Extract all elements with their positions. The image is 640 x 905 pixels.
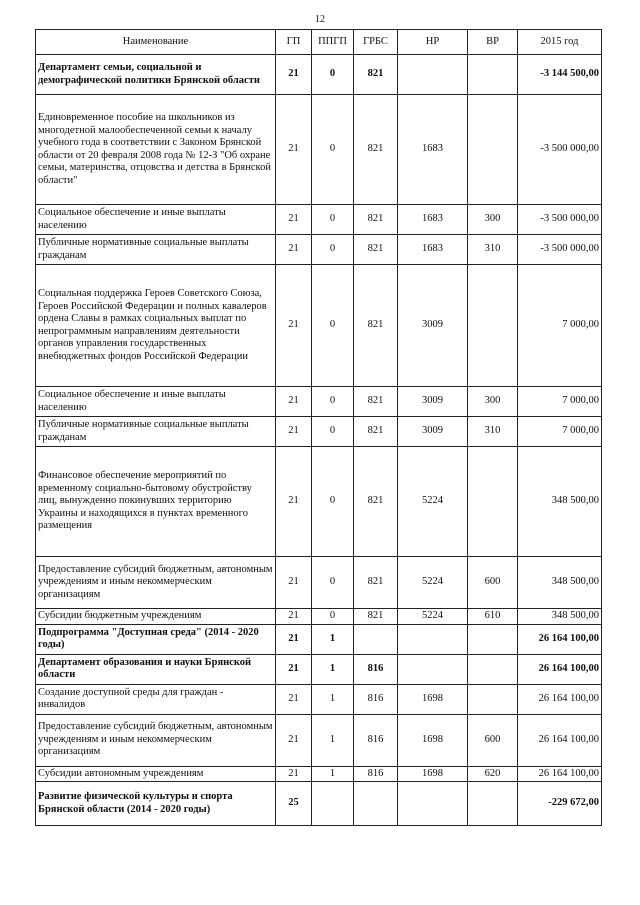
cell-nr: 3009 bbox=[398, 417, 468, 447]
cell-name: Социальное обеспечение и иные выплаты населению bbox=[36, 387, 276, 417]
table-row bbox=[36, 684, 602, 714]
cell-gp: 21 bbox=[276, 235, 312, 265]
table-row bbox=[36, 55, 602, 95]
cell-amount: 348 500,00 bbox=[518, 557, 602, 609]
header-vr: ВР bbox=[468, 30, 518, 55]
cell-gp: 21 bbox=[276, 684, 312, 714]
cell-nr bbox=[398, 624, 468, 654]
cell-grbs: 821 bbox=[354, 387, 398, 417]
cell-amount: 7 000,00 bbox=[518, 387, 602, 417]
cell-ppgp bbox=[312, 782, 354, 826]
cell-vr bbox=[468, 684, 518, 714]
cell-vr bbox=[468, 447, 518, 557]
cell-ppgp: 0 bbox=[312, 447, 354, 557]
cell-grbs: 821 bbox=[354, 417, 398, 447]
table-row bbox=[36, 714, 602, 766]
cell-nr: 1698 bbox=[398, 684, 468, 714]
cell-amount: 26 164 100,00 bbox=[518, 766, 602, 782]
cell-gp: 25 bbox=[276, 782, 312, 826]
cell-grbs: 821 bbox=[354, 557, 398, 609]
cell-grbs: 816 bbox=[354, 684, 398, 714]
cell-grbs: 821 bbox=[354, 235, 398, 265]
cell-ppgp: 0 bbox=[312, 205, 354, 235]
cell-name: Публичные нормативные социальные выплаты гражданам bbox=[36, 417, 276, 447]
cell-gp: 21 bbox=[276, 417, 312, 447]
cell-name: Публичные нормативные социальные выплаты гражданам bbox=[36, 235, 276, 265]
cell-ppgp: 1 bbox=[312, 624, 354, 654]
cell-nr: 1683 bbox=[398, 95, 468, 205]
cell-nr: 3009 bbox=[398, 387, 468, 417]
cell-vr bbox=[468, 55, 518, 95]
cell-amount: 26 164 100,00 bbox=[518, 714, 602, 766]
cell-gp: 21 bbox=[276, 447, 312, 557]
table-row bbox=[36, 417, 602, 447]
cell-gp: 21 bbox=[276, 624, 312, 654]
budget-table bbox=[35, 29, 602, 826]
header-name: Наименование bbox=[36, 30, 276, 55]
cell-vr bbox=[468, 654, 518, 684]
cell-vr bbox=[468, 624, 518, 654]
cell-ppgp: 0 bbox=[312, 417, 354, 447]
cell-ppgp: 1 bbox=[312, 714, 354, 766]
cell-amount: 26 164 100,00 bbox=[518, 654, 602, 684]
cell-nr bbox=[398, 782, 468, 826]
cell-ppgp: 0 bbox=[312, 557, 354, 609]
cell-grbs: 821 bbox=[354, 447, 398, 557]
table-row bbox=[36, 654, 602, 684]
cell-nr: 5224 bbox=[398, 609, 468, 625]
cell-name: Создание доступной среды для граждан - инвалидов bbox=[36, 684, 276, 714]
cell-gp: 21 bbox=[276, 557, 312, 609]
cell-vr: 610 bbox=[468, 609, 518, 625]
cell-amount: 7 000,00 bbox=[518, 417, 602, 447]
cell-amount: 26 164 100,00 bbox=[518, 684, 602, 714]
cell-vr bbox=[468, 782, 518, 826]
cell-name: Финансовое обеспечение мероприятий по временному социально-бытовому обустройству лиц, вынужденно покинувших территорию Украины и находящихся в пунктах временного размещения bbox=[36, 447, 276, 557]
cell-nr: 1698 bbox=[398, 714, 468, 766]
cell-grbs: 821 bbox=[354, 609, 398, 625]
cell-vr: 300 bbox=[468, 205, 518, 235]
cell-nr bbox=[398, 654, 468, 684]
cell-gp: 21 bbox=[276, 387, 312, 417]
header-ppgp: ППГП bbox=[312, 30, 354, 55]
cell-grbs: 816 bbox=[354, 654, 398, 684]
cell-vr: 310 bbox=[468, 235, 518, 265]
cell-gp: 21 bbox=[276, 55, 312, 95]
cell-nr: 1683 bbox=[398, 205, 468, 235]
table-row bbox=[36, 624, 602, 654]
header-row bbox=[36, 30, 602, 55]
cell-ppgp: 0 bbox=[312, 387, 354, 417]
cell-grbs bbox=[354, 782, 398, 826]
cell-name: Департамент образования и науки Брянской области bbox=[36, 654, 276, 684]
table-row bbox=[36, 782, 602, 826]
cell-ppgp: 0 bbox=[312, 265, 354, 387]
cell-amount: -3 144 500,00 bbox=[518, 55, 602, 95]
cell-ppgp: 1 bbox=[312, 766, 354, 782]
cell-nr: 5224 bbox=[398, 557, 468, 609]
cell-name: Предоставление субсидий бюджетным, автономным учреждениям и иным некоммерческим организациям bbox=[36, 557, 276, 609]
cell-gp: 21 bbox=[276, 609, 312, 625]
cell-name: Подпрограмма "Доступная среда" (2014 - 2020 годы) bbox=[36, 624, 276, 654]
cell-gp: 21 bbox=[276, 766, 312, 782]
table-row bbox=[36, 609, 602, 625]
cell-amount: -3 500 000,00 bbox=[518, 235, 602, 265]
cell-ppgp: 1 bbox=[312, 684, 354, 714]
table-row bbox=[36, 387, 602, 417]
table-row bbox=[36, 265, 602, 387]
cell-nr: 1698 bbox=[398, 766, 468, 782]
cell-gp: 21 bbox=[276, 205, 312, 235]
table-row bbox=[36, 447, 602, 557]
cell-amount: -3 500 000,00 bbox=[518, 205, 602, 235]
cell-ppgp: 0 bbox=[312, 609, 354, 625]
cell-name: Субсидии автономным учреждениям bbox=[36, 766, 276, 782]
cell-nr bbox=[398, 55, 468, 95]
cell-amount: 348 500,00 bbox=[518, 609, 602, 625]
cell-ppgp: 0 bbox=[312, 95, 354, 205]
cell-name: Социальное обеспечение и иные выплаты населению bbox=[36, 205, 276, 235]
cell-grbs: 821 bbox=[354, 95, 398, 205]
header-grbs: ГРБС bbox=[354, 30, 398, 55]
cell-ppgp: 0 bbox=[312, 55, 354, 95]
header-gp: ГП bbox=[276, 30, 312, 55]
cell-amount: 348 500,00 bbox=[518, 447, 602, 557]
cell-vr: 600 bbox=[468, 557, 518, 609]
table-row bbox=[36, 557, 602, 609]
cell-gp: 21 bbox=[276, 95, 312, 205]
cell-grbs: 816 bbox=[354, 766, 398, 782]
header-amount: 2015 год bbox=[518, 30, 602, 55]
cell-amount: -3 500 000,00 bbox=[518, 95, 602, 205]
header-nr: НР bbox=[398, 30, 468, 55]
cell-gp: 21 bbox=[276, 714, 312, 766]
cell-name: Единовременное пособие на школьников из многодетной малообеспеченной семьи к началу учебного года в соответствии с Законом Брянской области от 20 февраля 2008 года № 12-З "Об охране семьи, материнства, отцовства и детства в Брянской области" bbox=[36, 95, 276, 205]
table-row bbox=[36, 95, 602, 205]
cell-nr: 5224 bbox=[398, 447, 468, 557]
cell-gp: 21 bbox=[276, 265, 312, 387]
cell-name: Развитие физической культуры и спорта Брянской области (2014 - 2020 годы) bbox=[36, 782, 276, 826]
cell-grbs: 816 bbox=[354, 714, 398, 766]
table-row bbox=[36, 205, 602, 235]
cell-nr: 1683 bbox=[398, 235, 468, 265]
cell-name: Предоставление субсидий бюджетным, автономным учреждениям и иным некоммерческим организациям bbox=[36, 714, 276, 766]
cell-amount: 26 164 100,00 bbox=[518, 624, 602, 654]
cell-vr: 300 bbox=[468, 387, 518, 417]
cell-grbs bbox=[354, 624, 398, 654]
cell-vr: 620 bbox=[468, 766, 518, 782]
table-row bbox=[36, 766, 602, 782]
cell-ppgp: 0 bbox=[312, 235, 354, 265]
cell-name: Социальная поддержка Героев Советского Союза, Героев Российской Федерации и полных кавалеров ордена Славы в рамках социальных выплат по непрограммным направлениям деятельности органов управления государственных внебюджетных фондов Российской Федерации bbox=[36, 265, 276, 387]
cell-grbs: 821 bbox=[354, 265, 398, 387]
cell-vr: 600 bbox=[468, 714, 518, 766]
cell-grbs: 821 bbox=[354, 205, 398, 235]
cell-vr bbox=[468, 95, 518, 205]
cell-ppgp: 1 bbox=[312, 654, 354, 684]
cell-name: Субсидии бюджетным учреждениям bbox=[36, 609, 276, 625]
cell-name: Департамент семьи, социальной и демографической политики Брянской области bbox=[36, 55, 276, 95]
table-row bbox=[36, 235, 602, 265]
cell-grbs: 821 bbox=[354, 55, 398, 95]
cell-amount: -229 672,00 bbox=[518, 782, 602, 826]
page-number: 12 bbox=[315, 14, 325, 25]
cell-amount: 7 000,00 bbox=[518, 265, 602, 387]
cell-vr: 310 bbox=[468, 417, 518, 447]
cell-nr: 3009 bbox=[398, 265, 468, 387]
cell-gp: 21 bbox=[276, 654, 312, 684]
cell-vr bbox=[468, 265, 518, 387]
